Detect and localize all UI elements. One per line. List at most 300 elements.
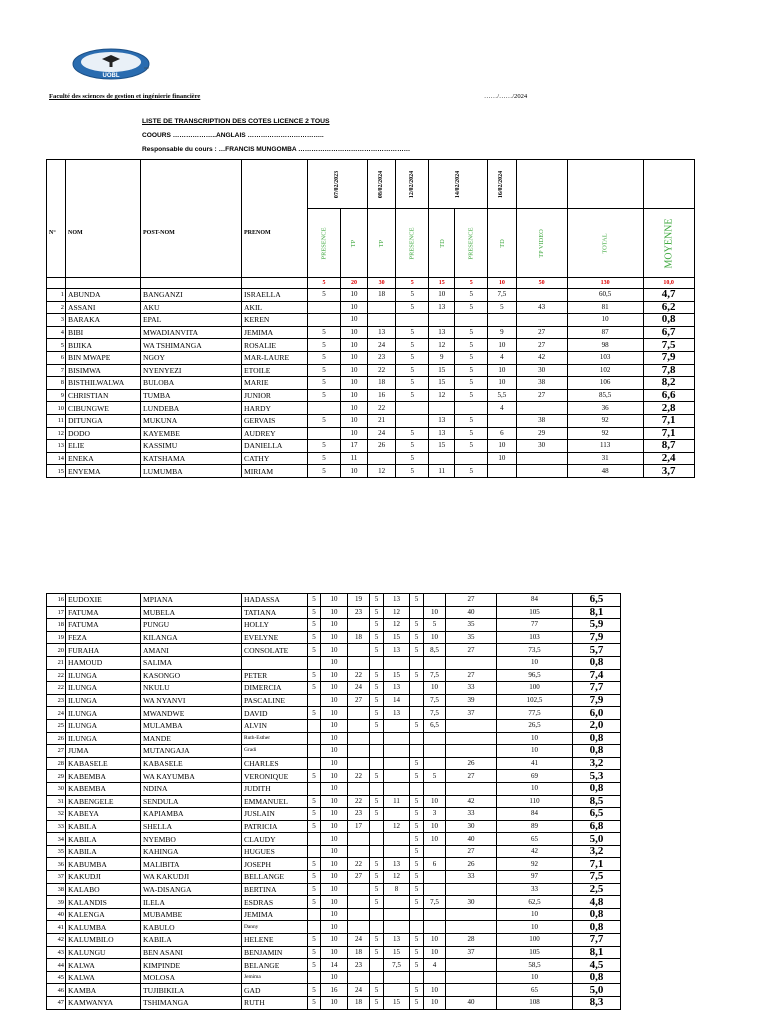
grade-cell: 22 <box>348 795 370 808</box>
grade-cell: 10 <box>340 402 367 415</box>
grade-cell <box>384 845 410 858</box>
student-nom: KABEMBA <box>66 770 141 783</box>
grade-cell <box>348 656 370 669</box>
grade-cell: 10 <box>321 682 348 695</box>
grade-cell: 113 <box>567 440 643 453</box>
student-postnom: KABULO <box>141 921 242 934</box>
average-cell: 2,8 <box>643 402 694 415</box>
grade-cell <box>370 908 384 921</box>
max-tp-1: 20 <box>340 278 367 289</box>
grade-cell: 103 <box>567 351 643 364</box>
grade-cell <box>516 314 567 327</box>
average-cell: 2,4 <box>643 452 694 465</box>
grade-cell: 23 <box>348 808 370 821</box>
average-cell: 7,7 <box>573 934 621 947</box>
student-prenom: AKIL <box>242 301 308 314</box>
table-row <box>47 934 621 947</box>
grade-cell: 97 <box>497 871 573 884</box>
average-cell: 4,7 <box>643 289 694 302</box>
average-cell: 2,5 <box>573 883 621 896</box>
grade-cell: 27 <box>348 871 370 884</box>
grade-cell: 5 <box>370 644 384 657</box>
grade-cell: 5,5 <box>488 389 516 402</box>
table-row <box>47 644 621 657</box>
grade-cell: 5 <box>410 757 424 770</box>
grade-cell: 5 <box>370 594 384 607</box>
grade-cell: 5 <box>308 871 321 884</box>
max-td-2: 10 <box>488 278 516 289</box>
student-postnom: MUKUNA <box>141 414 242 427</box>
grade-cell: 10 <box>321 934 348 947</box>
table-row <box>47 820 621 833</box>
grade-cell <box>424 732 446 745</box>
student-postnom: MUBELA <box>141 606 242 619</box>
average-cell: 8,7 <box>643 440 694 453</box>
max-td-1: 15 <box>429 278 455 289</box>
grade-cell <box>370 732 384 745</box>
grade-cell: 10 <box>497 745 573 758</box>
grade-cell: 92 <box>567 427 643 440</box>
table-row <box>47 719 621 732</box>
grade-cell <box>410 732 424 745</box>
student-prenom: PATRICIA <box>242 820 308 833</box>
grade-cell: 35 <box>446 631 497 644</box>
grade-cell: 36 <box>567 402 643 415</box>
grade-cell: 10 <box>424 795 446 808</box>
grade-cell <box>396 314 429 327</box>
grade-cell: 84 <box>497 808 573 821</box>
grade-cell: 10 <box>497 921 573 934</box>
grade-cell <box>308 314 341 327</box>
grade-cell: 5 <box>308 820 321 833</box>
grade-cell <box>429 314 455 327</box>
grade-cell <box>370 782 384 795</box>
student-nom: KABILA <box>66 820 141 833</box>
student-nom: FURAHA <box>66 644 141 657</box>
table-row <box>47 770 621 783</box>
student-nom: EUDOXIE <box>66 594 141 607</box>
grade-cell <box>516 465 567 478</box>
grade-cell <box>367 314 395 327</box>
row-number: 42 <box>47 934 66 947</box>
average-cell: 7,1 <box>643 427 694 440</box>
row-number: 27 <box>47 745 66 758</box>
grade-cell: 22 <box>348 770 370 783</box>
average-cell: 2,0 <box>573 719 621 732</box>
average-cell: 5,3 <box>573 770 621 783</box>
grade-cell: 10 <box>424 946 446 959</box>
grade-cell: 100 <box>497 934 573 947</box>
grade-cell <box>455 314 488 327</box>
average-cell: 7,1 <box>643 414 694 427</box>
grade-cell: 10 <box>488 440 516 453</box>
grade-cell: 5 <box>370 997 384 1010</box>
grade-cell: 30 <box>516 364 567 377</box>
grade-cell: 5 <box>308 770 321 783</box>
grade-cell: 5 <box>308 594 321 607</box>
grade-cell: 4 <box>424 959 446 972</box>
grade-cell <box>429 402 455 415</box>
row-number: 41 <box>47 921 66 934</box>
student-postnom: NYENYEZI <box>141 364 242 377</box>
grade-cell: 5 <box>410 871 424 884</box>
average-cell: 8,2 <box>643 377 694 390</box>
grade-cell: 39 <box>446 694 497 707</box>
grade-cell: 5 <box>308 858 321 871</box>
grade-cell: 5 <box>396 301 429 314</box>
grade-cell: 7,5 <box>424 707 446 720</box>
grade-cell: 42 <box>446 795 497 808</box>
student-prenom: PETER <box>242 669 308 682</box>
grade-cell: 33 <box>446 808 497 821</box>
student-nom: ILUNGA <box>66 682 141 695</box>
grade-cell: 19 <box>348 594 370 607</box>
student-prenom: AUDREY <box>242 427 308 440</box>
grade-cell: 5 <box>308 883 321 896</box>
average-cell: 6,5 <box>573 808 621 821</box>
grade-cell: 5 <box>424 619 446 632</box>
grade-cell: 9 <box>488 326 516 339</box>
grade-cell: 5 <box>396 289 429 302</box>
grade-cell: 12 <box>384 606 410 619</box>
grade-cell: 5 <box>410 896 424 909</box>
student-prenom: EMMANUEL <box>242 795 308 808</box>
grade-cell: 8,5 <box>424 644 446 657</box>
date-4: 14/02/2024 <box>454 170 461 198</box>
grade-cell: 40 <box>446 606 497 619</box>
average-cell: 4,5 <box>573 959 621 972</box>
grade-cell: 7,5 <box>424 669 446 682</box>
max-presence-2: 5 <box>396 278 429 289</box>
grade-cell: 10 <box>488 339 516 352</box>
grade-cell: 10 <box>340 377 367 390</box>
table-row <box>47 694 621 707</box>
grade-cell: 22 <box>348 858 370 871</box>
student-nom: KABILA <box>66 845 141 858</box>
grade-cell <box>446 782 497 795</box>
grade-cell <box>384 782 410 795</box>
grade-cell: 5 <box>308 808 321 821</box>
grade-cell: 42 <box>497 845 573 858</box>
grade-cell: 10 <box>321 619 348 632</box>
grade-cell: 5 <box>424 770 446 783</box>
grade-cell: 5 <box>396 377 429 390</box>
grade-cell: 10 <box>429 289 455 302</box>
row-number: 30 <box>47 782 66 795</box>
grade-cell: 10 <box>321 770 348 783</box>
table-row <box>47 301 695 314</box>
average-cell: 7,5 <box>643 339 694 352</box>
student-nom: KALENGA <box>66 908 141 921</box>
grade-cell: 18 <box>367 377 395 390</box>
grade-cell: 10 <box>424 833 446 846</box>
student-prenom: Ruth-Esther <box>242 732 308 745</box>
grade-cell: 5 <box>455 414 488 427</box>
student-nom: KABEMBA <box>66 782 141 795</box>
grade-cell: 13 <box>384 934 410 947</box>
grade-cell: 5 <box>455 364 488 377</box>
grade-cell <box>348 782 370 795</box>
grade-cell: 5 <box>410 997 424 1010</box>
grade-cell <box>424 871 446 884</box>
grade-cell: 12 <box>429 339 455 352</box>
grade-cell: 15 <box>384 631 410 644</box>
grade-cell: 69 <box>497 770 573 783</box>
grade-cell: 23 <box>367 351 395 364</box>
grade-cell: 5 <box>488 301 516 314</box>
grade-cell: 27 <box>446 594 497 607</box>
student-postnom: MALIBITA <box>141 858 242 871</box>
student-postnom: MANDE <box>141 732 242 745</box>
student-prenom: RUTH <box>242 997 308 1010</box>
grade-cell: 22 <box>367 402 395 415</box>
grade-cell: 65 <box>497 833 573 846</box>
student-nom: FATUMA <box>66 619 141 632</box>
grade-cell: 5 <box>308 959 321 972</box>
grade-cell <box>367 301 395 314</box>
grade-cell: 5 <box>308 619 321 632</box>
grade-cell: 15 <box>429 364 455 377</box>
student-postnom: SHELLA <box>141 820 242 833</box>
grade-cell: 5 <box>410 795 424 808</box>
grade-cell: 5 <box>308 377 341 390</box>
grade-cell <box>308 732 321 745</box>
average-cell: 6,6 <box>643 389 694 402</box>
grade-cell: 5 <box>410 820 424 833</box>
student-nom: KALUMBILO <box>66 934 141 947</box>
table-row <box>47 883 621 896</box>
grade-cell: 5 <box>308 997 321 1010</box>
grade-cell: 26,5 <box>497 719 573 732</box>
grade-cell: 13 <box>384 858 410 871</box>
grade-cell <box>308 719 321 732</box>
grade-cell: 6,5 <box>424 719 446 732</box>
col-no: N° <box>47 160 66 278</box>
student-nom: FATUMA <box>66 606 141 619</box>
grade-cell: 10 <box>321 594 348 607</box>
student-nom: ENEKA <box>66 452 141 465</box>
grade-cell: 5 <box>410 883 424 896</box>
student-prenom: HELENE <box>242 934 308 947</box>
grade-cell: 10 <box>340 389 367 402</box>
grade-cell: 62,5 <box>497 896 573 909</box>
grade-cell <box>424 745 446 758</box>
row-number: 11 <box>47 414 66 427</box>
table-row <box>47 377 695 390</box>
grade-cell: 10 <box>321 707 348 720</box>
col-postnom: POST-NOM <box>141 160 242 278</box>
row-number: 40 <box>47 908 66 921</box>
grade-cell <box>410 606 424 619</box>
grade-cell: 87 <box>567 326 643 339</box>
grade-cell <box>348 896 370 909</box>
table-row <box>47 465 695 478</box>
grade-cell: 27 <box>516 389 567 402</box>
grade-cell: 10 <box>497 971 573 984</box>
row-number: 7 <box>47 364 66 377</box>
date-3: 12/02/2024 <box>408 170 415 198</box>
grade-cell: 10 <box>424 631 446 644</box>
grade-cell <box>410 707 424 720</box>
student-postnom: WA-DISANGA <box>141 883 242 896</box>
grade-cell <box>370 921 384 934</box>
student-nom: KALUNGU <box>66 946 141 959</box>
student-prenom: BELANGE <box>242 959 308 972</box>
grade-cell <box>348 833 370 846</box>
row-number: 22 <box>47 682 66 695</box>
grade-cell: 16 <box>367 389 395 402</box>
grade-cell: 7,5 <box>424 694 446 707</box>
grade-cell: 37 <box>446 946 497 959</box>
grade-cell <box>410 656 424 669</box>
grade-cell: 6 <box>488 427 516 440</box>
grade-cell <box>384 732 410 745</box>
grade-cell: 60,5 <box>567 289 643 302</box>
grade-cell <box>308 402 341 415</box>
grade-cell: 13 <box>367 326 395 339</box>
average-cell: 0,8 <box>573 921 621 934</box>
student-nom: ILUNGA <box>66 707 141 720</box>
grade-cell: 10 <box>321 971 348 984</box>
student-postnom: WA KAYUMBA <box>141 770 242 783</box>
grade-cell <box>308 656 321 669</box>
grade-cell: 10 <box>321 833 348 846</box>
grade-cell: 5 <box>308 414 341 427</box>
grade-cell <box>446 971 497 984</box>
type-tp-1: TP <box>350 239 358 247</box>
average-cell: 0,8 <box>643 314 694 327</box>
grade-cell: 10 <box>321 606 348 619</box>
student-nom: ILUNGA <box>66 719 141 732</box>
student-postnom: NKULU <box>141 682 242 695</box>
grade-cell <box>384 984 410 997</box>
table-row <box>47 757 621 770</box>
student-prenom: CONSOLATE <box>242 644 308 657</box>
student-prenom: CHARLES <box>242 757 308 770</box>
student-nom: BIN MWAPE <box>66 351 141 364</box>
student-postnom: KASSIMU <box>141 440 242 453</box>
table-row <box>47 452 695 465</box>
student-postnom: MWANDWE <box>141 707 242 720</box>
grade-cell <box>370 656 384 669</box>
student-prenom: HADASSA <box>242 594 308 607</box>
row-number: 4 <box>47 326 66 339</box>
type-moyenne: MOYENNE <box>663 218 675 268</box>
grade-cell <box>424 845 446 858</box>
student-nom: KAMBA <box>66 984 141 997</box>
grade-cell: 17 <box>348 820 370 833</box>
table-row <box>47 896 621 909</box>
row-number: 47 <box>47 997 66 1010</box>
student-postnom: AKU <box>141 301 242 314</box>
grade-cell: 4 <box>488 351 516 364</box>
grade-cell <box>384 656 410 669</box>
grade-cell: 5 <box>410 934 424 947</box>
grade-cell: 5 <box>308 896 321 909</box>
grade-cell <box>488 465 516 478</box>
table-row <box>47 845 621 858</box>
row-number: 37 <box>47 871 66 884</box>
student-postnom: KASONGO <box>141 669 242 682</box>
average-cell: 8,1 <box>573 946 621 959</box>
grade-cell: 103 <box>497 631 573 644</box>
student-postnom: WA TSHIMANGA <box>141 339 242 352</box>
table-row <box>47 946 621 959</box>
grade-cell: 10 <box>424 682 446 695</box>
grade-cell: 5 <box>455 377 488 390</box>
grade-cell: 10 <box>321 732 348 745</box>
grade-cell: 5 <box>396 351 429 364</box>
grade-cell: 5 <box>410 644 424 657</box>
student-prenom: MAR-LAURE <box>242 351 308 364</box>
student-prenom: KEREN <box>242 314 308 327</box>
grade-cell: 96,5 <box>497 669 573 682</box>
average-cell: 0,8 <box>573 908 621 921</box>
grade-cell <box>348 908 370 921</box>
table-row <box>47 656 621 669</box>
grade-cell <box>424 782 446 795</box>
row-number: 28 <box>47 757 66 770</box>
grade-cell: 5 <box>455 440 488 453</box>
student-prenom: DIMERCIA <box>242 682 308 695</box>
student-prenom: JUNIOR <box>242 389 308 402</box>
student-postnom: MUBAMBE <box>141 908 242 921</box>
grade-cell: 5 <box>370 606 384 619</box>
grade-cell <box>348 719 370 732</box>
grade-cell <box>348 845 370 858</box>
row-number: 3 <box>47 314 66 327</box>
grade-cell: 22 <box>367 364 395 377</box>
grade-cell: 10 <box>340 289 367 302</box>
student-prenom: JEMIMA <box>242 326 308 339</box>
grade-cell: 38 <box>516 414 567 427</box>
table-row <box>47 833 621 846</box>
grade-cell: 10 <box>321 795 348 808</box>
max-moyenne: 10,0 <box>643 278 694 289</box>
average-cell: 6,5 <box>573 594 621 607</box>
table-row <box>47 631 621 644</box>
grade-cell: 7,5 <box>424 896 446 909</box>
grade-cell: 5 <box>396 326 429 339</box>
grade-cell <box>424 757 446 770</box>
student-nom: BIBI <box>66 326 141 339</box>
grade-cell: 92 <box>567 414 643 427</box>
grade-cell: 14 <box>321 959 348 972</box>
student-prenom: GAD <box>242 984 308 997</box>
student-postnom: BEN ASANI <box>141 946 242 959</box>
grade-cell: 5 <box>308 326 341 339</box>
grade-cell: 10 <box>340 364 367 377</box>
grade-cell: 40 <box>446 997 497 1010</box>
grade-cell: 5 <box>455 389 488 402</box>
grade-cell: 5 <box>308 946 321 959</box>
grade-cell: 77,5 <box>497 707 573 720</box>
grade-cell: 5 <box>370 858 384 871</box>
grade-cell <box>488 314 516 327</box>
row-number: 34 <box>47 833 66 846</box>
grade-cell: 13 <box>384 707 410 720</box>
row-number: 19 <box>47 631 66 644</box>
grade-cell <box>308 845 321 858</box>
grade-cell: 5 <box>370 631 384 644</box>
grade-cell: 5 <box>308 669 321 682</box>
grade-cell: 10 <box>497 732 573 745</box>
grade-cell <box>348 707 370 720</box>
student-prenom: HARDY <box>242 402 308 415</box>
student-postnom: PUNGU <box>141 619 242 632</box>
table-row <box>47 959 621 972</box>
grade-cell <box>410 782 424 795</box>
